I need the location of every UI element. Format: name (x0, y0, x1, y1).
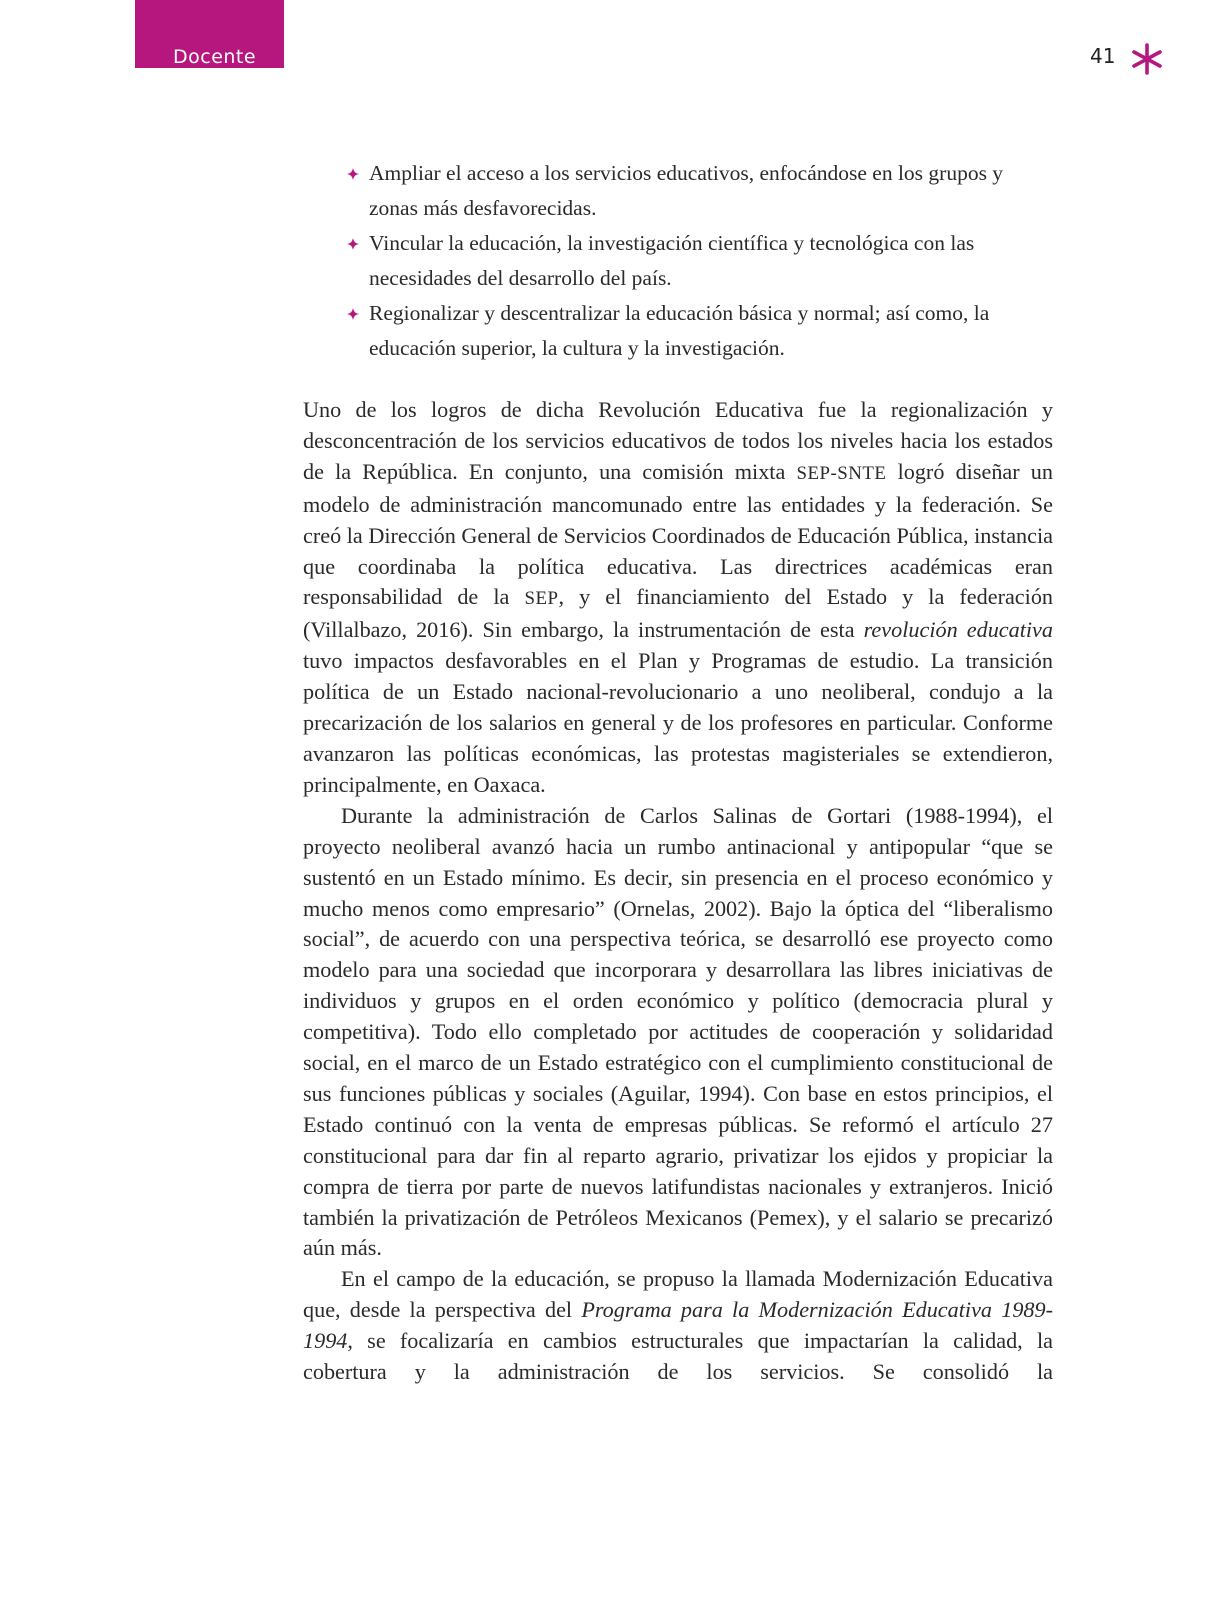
text-run: , se focalizaría en cambios estructurales que impactarían la calidad, la cobertura y la administración de los servicios. Se consolidó la (303, 1328, 1053, 1385)
bullet-icon (347, 308, 359, 320)
acronym: SEP-SNTE (796, 462, 887, 484)
text-run: tuvo impactos desfavorables en el Plan y Programas de estudio. La transición política de un Estado nacional-revolucionario a uno neoliberal, condujo a la precarización de los salarios en general y de los profesores en particular. Conforme avanzaron las políticas económicas, las protestas magisteriales se extendieron, principalmente, en Oaxaca. (303, 648, 1053, 797)
emphasis: revolución educativa (863, 617, 1053, 643)
emphasis: Programa para la Modernización Educativa 1989-1994 (303, 1297, 1053, 1354)
page-number: 41 (1090, 44, 1116, 68)
asterisk-icon (1130, 42, 1164, 76)
paragraph (303, 1264, 1053, 1388)
paragraph (303, 395, 1053, 801)
bullet-icon (347, 238, 359, 250)
text-run: Uno de los logros de dicha Revolución Educativa fue la regionalización y desconcentración de los servicios educativos de todos los niveles hacia los estados de la República. En conjunto, una comisión mixta (303, 397, 1053, 484)
text-run: , y el financiamiento del Estado y la federación (Villalbazo, 2016). Sin embargo, la instrumentación de esta (303, 584, 1054, 643)
acronym: SEP (524, 588, 559, 610)
text-run: logró diseñar un modelo de administración mancomunado entre las entidades y la federación. Se creó la Dirección General de Servicios Coordinados de Educación Pública, instancia que coordinaba la política educativa. Las directrices académicas eran responsabilidad de la (303, 458, 1053, 610)
bullet-icon (347, 168, 359, 180)
list-item (347, 226, 1047, 296)
body-text (303, 395, 1053, 1388)
list-item (347, 156, 1047, 226)
bullet-list (347, 156, 1047, 366)
bullet-text: Regionalizar y descentralizar la educación básica y normal; así como, la educación superior, la cultura y la investigación. (369, 301, 990, 360)
paragraph: Durante la administración de Carlos Salinas de Gortari (1988-1994), el proyecto neoliberal avanzó hacia un rumbo antinacional y antipopular “que se sustentó en un Estado mínimo. Es decir, sin presencia en el proceso económico y mucho menos como empresario” (Ornelas, 2002). Bajo la óptica del “liberalismo social”, de acuerdo con una perspectiva teórica, se desarrolló ese proyecto como modelo para una sociedad que incorporara y desarrollara las libres iniciativas de individuos y grupos en el orden económico y político (democracia plural y competitiva). Todo ello completado por actitudes de cooperación y solidaridad social, en el marco de un Estado estratégico con el cumplimiento constitucional de sus funciones públicas y sociales (Aguilar, 1994). Con base en estos principios, el Estado continuó con la venta de empresas públicas. Se reformó el artículo 27 constitucional para dar fin al reparto agrario, privatizar los ejidos y propiciar la compra de tierra por parte de nuevos latifundistas nacionales y extranjeros. Inició también la privatización de Petróleos Mexicanos (Pemex), y el salario se precarizó aún más. (303, 802, 1053, 1261)
section-tab (135, 0, 284, 68)
text-run: En el campo de la educación, se propuso la llamada Modernización Educativa que, desde la perspectiva del (303, 1266, 1053, 1323)
bullet-text: Ampliar el acceso a los servicios educativos, enfocándose en los grupos y zonas más desfavorecidas. (369, 161, 1004, 220)
section-label: Docente (173, 46, 257, 68)
list-item (347, 296, 1047, 366)
bullet-text: Vincular la educación, la investigación científica y tecnológica con las necesidades del desarrollo del país. (369, 231, 975, 290)
